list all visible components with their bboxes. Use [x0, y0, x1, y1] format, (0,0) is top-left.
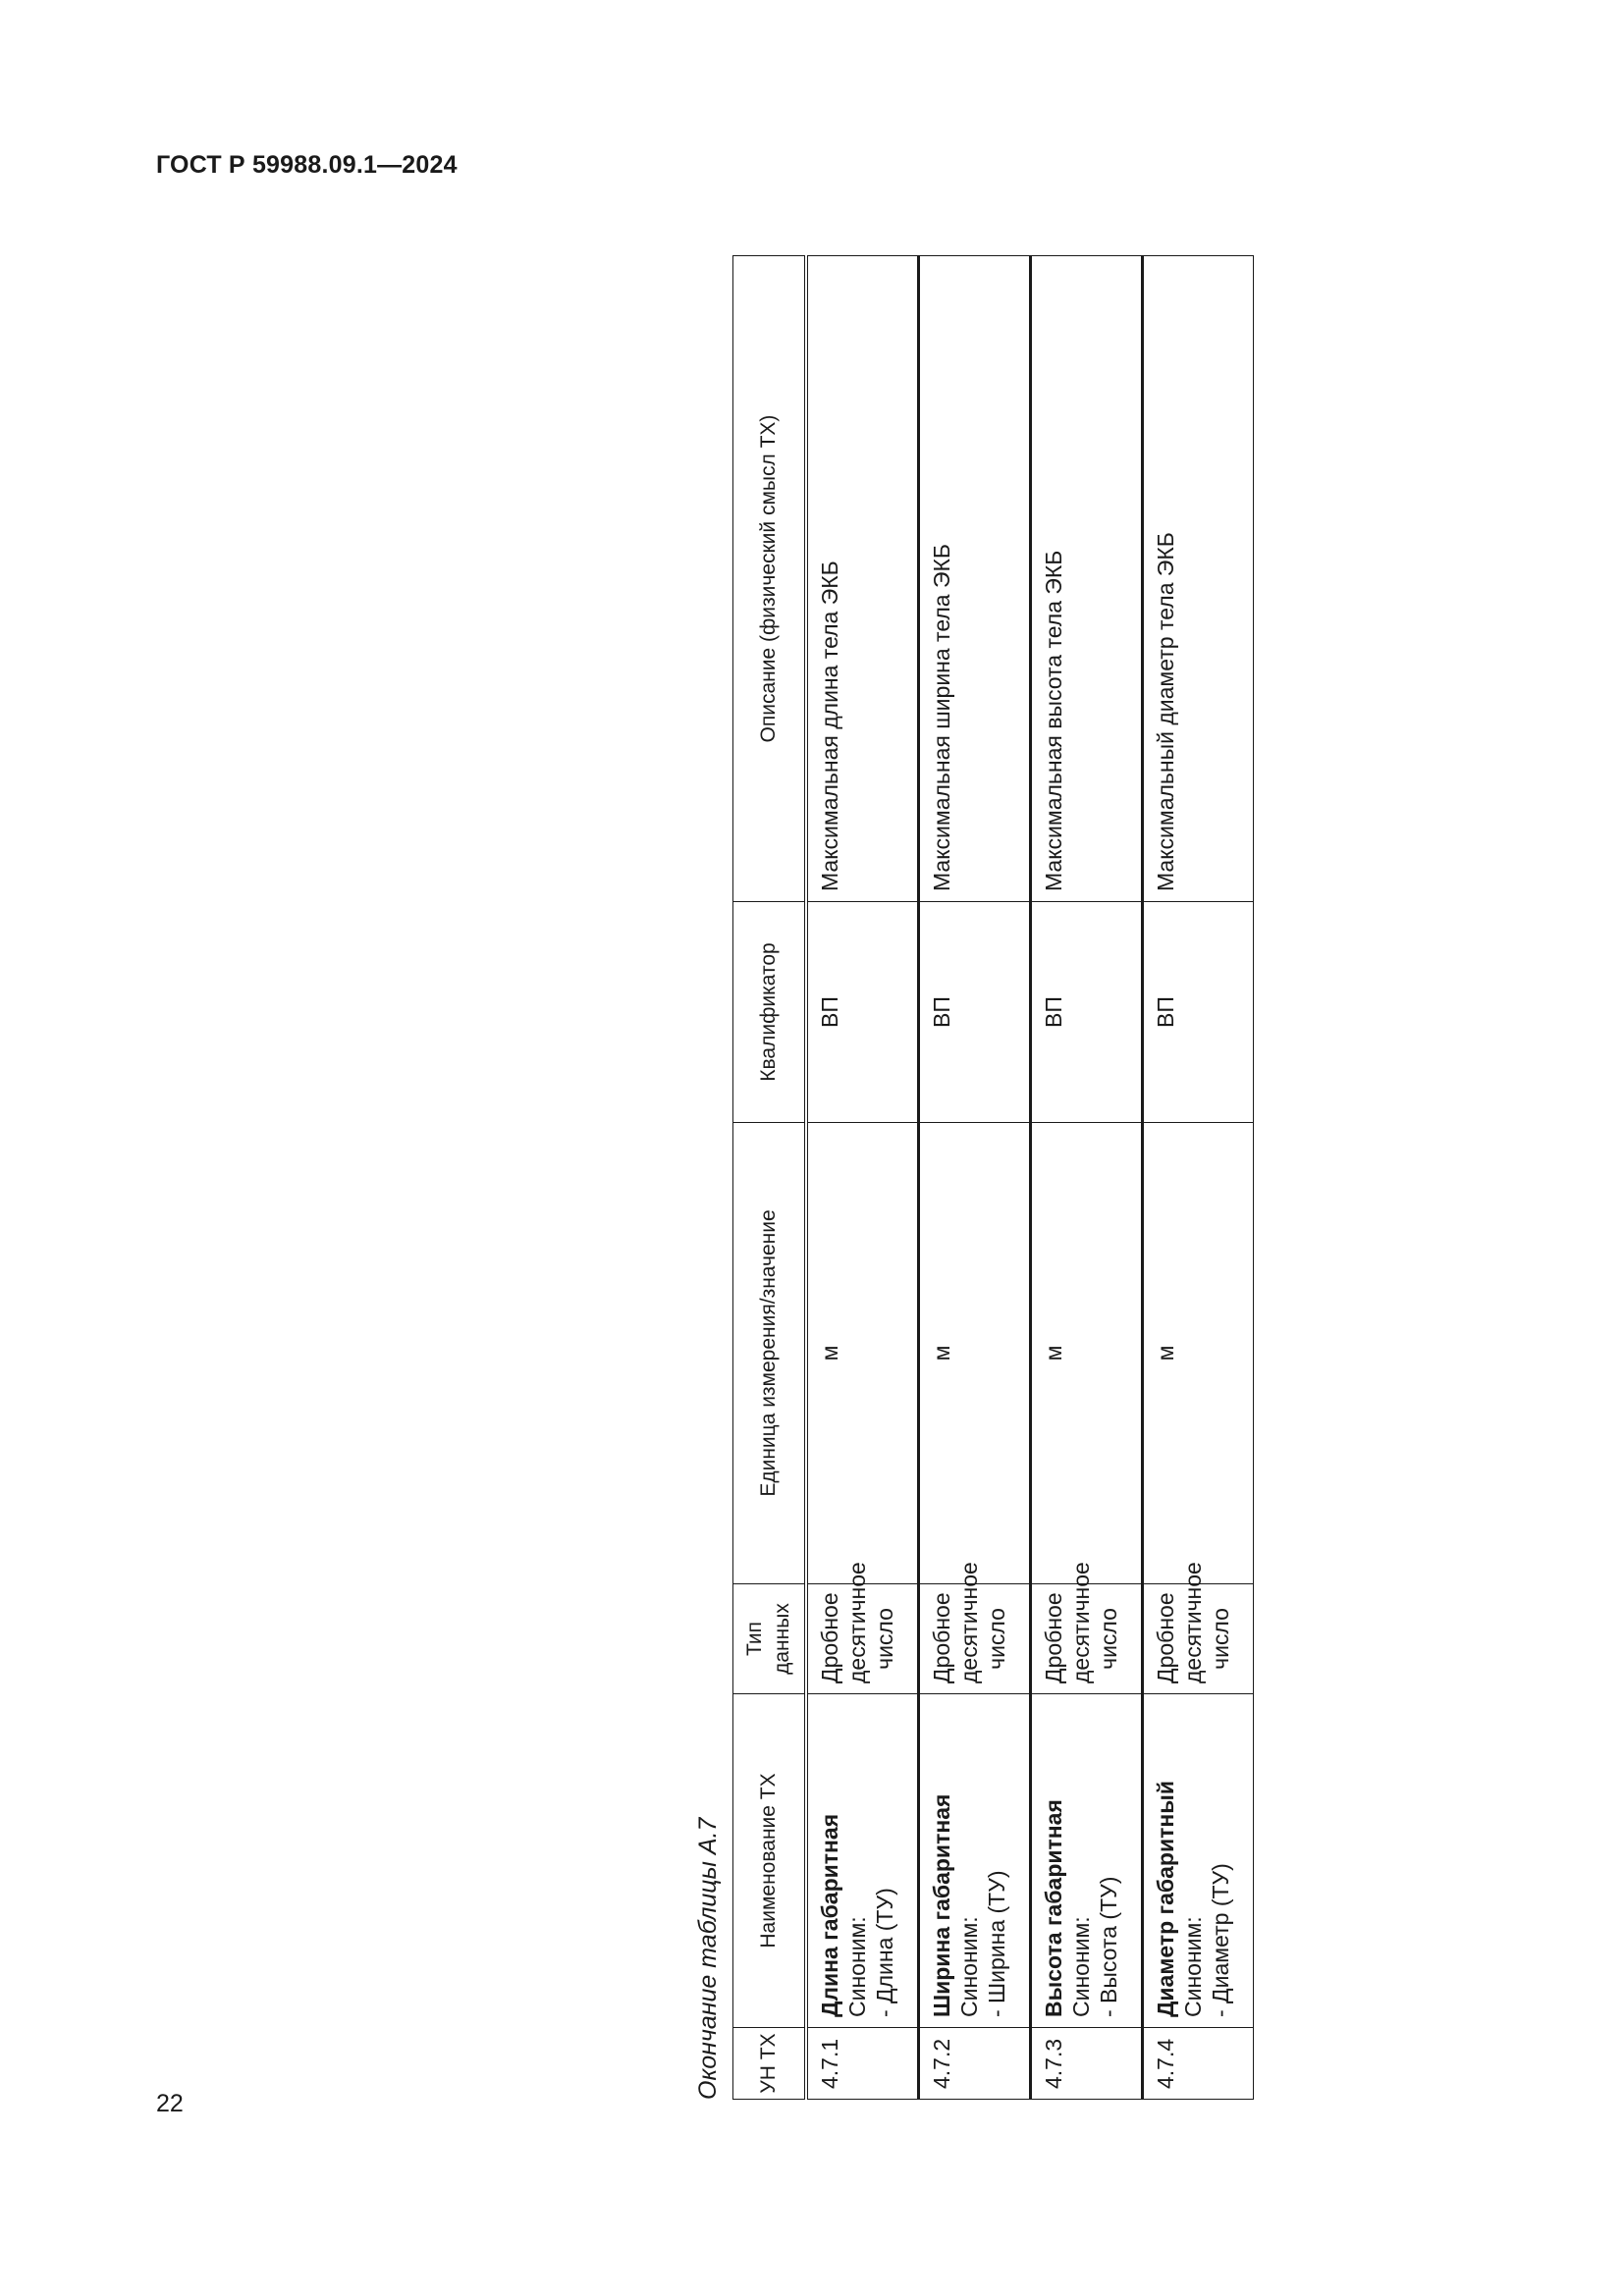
table-caption: Окончание таблицы А.7: [694, 1817, 722, 2100]
data-type-line: десятичное: [1068, 1562, 1094, 1683]
row-data-type: [1031, 1562, 1143, 1694]
column-header-description: Описание (физический смысл ТХ): [733, 256, 807, 902]
row-qualifier: ВП: [806, 902, 919, 1123]
row-description: Максимальная высота тела ЭКБ: [1031, 256, 1143, 902]
row-unit: м: [1143, 1123, 1254, 1584]
row-unit: м: [919, 1123, 1031, 1584]
column-header-data-type: Тип данных: [733, 1584, 807, 1694]
data-type-line: Дробное: [817, 1592, 842, 1683]
table-header-row: [733, 256, 807, 2100]
data-type-line: десятичное: [844, 1562, 870, 1683]
row-synonym-label: Синоним:: [956, 1916, 982, 2017]
row-synonym: - Длина (ТУ): [872, 1888, 897, 2017]
row-code: 4.7.3: [1031, 2028, 1143, 2100]
column-header-code: УН ТХ: [733, 2028, 807, 2100]
row-name: Диаметр габаритный: [1153, 1780, 1178, 2017]
row-synonym-label: Синоним:: [844, 1916, 870, 2017]
row-description: Максимальный диаметр тела ЭКБ: [1143, 256, 1254, 902]
row-synonym-label: Синоним:: [1068, 1916, 1094, 2017]
row-synonym: - Ширина (ТУ): [984, 1870, 1009, 2017]
row-qualifier: ВП: [1143, 902, 1254, 1123]
row-description: Максимальная ширина тела ЭКБ: [919, 256, 1031, 902]
table-row: [919, 256, 1031, 2100]
row-name-cell: [1031, 1694, 1143, 2028]
row-data-type: [919, 1562, 1031, 1694]
row-qualifier: ВП: [1031, 902, 1143, 1123]
data-type-line: Дробное: [1041, 1592, 1066, 1683]
row-name-cell: [806, 1694, 919, 2028]
row-data-type: [1143, 1562, 1254, 1694]
row-code: 4.7.2: [919, 2028, 1031, 2100]
row-description: Максимальная длина тела ЭКБ: [806, 256, 919, 902]
row-synonym-label: Синоним:: [1180, 1916, 1206, 2017]
table-row: [1031, 256, 1143, 2100]
row-name: Длина габаритная: [817, 1813, 842, 2017]
table-row: [1143, 256, 1254, 2100]
column-header-name: Наименование ТХ: [733, 1694, 807, 2028]
row-code: 4.7.4: [1143, 2028, 1254, 2100]
row-unit: м: [806, 1123, 919, 1584]
data-type-line: Дробное: [929, 1592, 954, 1683]
data-type-line: число: [1208, 1608, 1233, 1670]
row-name-cell: [1143, 1694, 1254, 2028]
row-code: 4.7.1: [806, 2028, 919, 2100]
row-name: Ширина габаритная: [929, 1793, 954, 2017]
document-header: ГОСТ Р 59988.09.1—2024: [156, 151, 458, 179]
rotated-table-block: [693, 256, 1233, 2100]
page-number: 22: [156, 2090, 184, 2117]
data-type-line: число: [984, 1608, 1009, 1670]
row-unit: м: [1031, 1123, 1143, 1584]
row-name: Высота габаритная: [1041, 1799, 1066, 2017]
table-row: [806, 256, 919, 2100]
column-header-qualifier: Квалификатор: [733, 902, 807, 1123]
data-type-line: десятичное: [956, 1562, 982, 1683]
characteristics-table: [732, 255, 1254, 2100]
data-type-line: число: [1096, 1608, 1121, 1670]
data-type-line: десятичное: [1180, 1562, 1206, 1683]
row-synonym: - Высота (ТУ): [1096, 1876, 1121, 2017]
row-data-type: [806, 1562, 919, 1694]
data-type-line: Дробное: [1153, 1592, 1178, 1683]
row-qualifier: ВП: [919, 902, 1031, 1123]
row-name-cell: [919, 1694, 1031, 2028]
row-synonym: - Диаметр (ТУ): [1208, 1863, 1233, 2017]
column-header-unit: Единица измерения/значение: [733, 1123, 807, 1584]
data-type-line: число: [872, 1608, 897, 1670]
